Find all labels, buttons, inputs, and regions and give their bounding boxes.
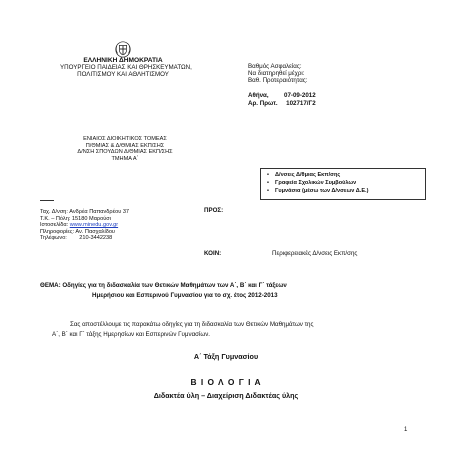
subject-label: ΘΕΜΑ: bbox=[40, 282, 61, 289]
class-heading: Α΄ Τάξη Γυμνασίου bbox=[193, 352, 259, 361]
protocol-line: Αρ. Πρωτ. 102717/Γ2 bbox=[248, 100, 316, 107]
address-line: Τ.Κ. – Πόλη: 15180 Μαρούσι bbox=[40, 215, 111, 222]
address-block bbox=[40, 209, 129, 242]
security-line: Βαθ. Προτεραιότητας: bbox=[248, 77, 308, 85]
department-line: ΤΜΗΜΑ Α΄ bbox=[111, 155, 139, 162]
distribution-item: • Γυμνάσια (μέσω των Δ/νσεων Δ.Ε.) bbox=[275, 187, 425, 195]
department-line: Δ/ΝΣΗ ΣΠΟΥΔΩΝ Δ/ΘΜΙΑΣ ΕΚΠ/ΣΗΣ bbox=[77, 149, 173, 156]
ministry-header bbox=[60, 57, 192, 79]
divider bbox=[40, 200, 54, 201]
body-line: Α΄, Β΄ και Γ΄ τάξης Ημερησίων και Εσπερινών Γυμνασίων. bbox=[52, 331, 211, 339]
subject-heading: Β Ι Ο Λ Ο Γ Ι Α bbox=[190, 377, 262, 387]
subject-block bbox=[40, 282, 287, 299]
website-label: Ιστοσελίδα: bbox=[40, 222, 70, 229]
distribution-list bbox=[261, 171, 425, 195]
security-line: Να διατηρηθεί μέχρι: bbox=[248, 70, 305, 78]
header-line: ΕΛΛΗΝΙΚΗ ΔΗΜΟΚΡΑΤΙΑ bbox=[83, 57, 163, 64]
subject-line-2: Ημερήσιου και Εσπερινού Γυμνασίου για το σχ. έτος 2012-2013 bbox=[92, 292, 278, 300]
distribution-item: • Δ/νσεις Δ/θμιας Εκπ/σης bbox=[275, 171, 425, 179]
subject-text: Οδηγίες για τη διδασκαλία των Θετικών Μαθημάτων των Α΄, Β΄ και Γ΄ τάξεων bbox=[62, 282, 287, 289]
header-line: ΥΠΟΥΡΓΕΙΟ ΠΑΙΔΕΙΑΣ ΚΑΙ ΘΡΗΣΚΕΥΜΑΤΩΝ, bbox=[60, 64, 192, 72]
security-block bbox=[248, 63, 307, 85]
security-line: Βαθμός Ασφαλείας: bbox=[248, 63, 302, 70]
department-block bbox=[66, 136, 184, 162]
address-line: Πληροφορίες: Αν. Πασχαλίδου bbox=[40, 228, 115, 235]
distribution-item: • Γραφεία Σχολικών Συμβούλων bbox=[275, 179, 425, 187]
department-line: Π/ΘΜΙΑΣ & Δ/ΘΜΙΑΣ ΕΚΠ/ΣΗΣ bbox=[85, 142, 165, 149]
koin-value: Περιφερειακές Δ/νσεις Εκπ/σης bbox=[272, 250, 358, 257]
department-line: ΕΝΙΑΙΟΣ ΔΙΟΙΚΗΤΙΚΟΣ ΤΟΜΕΑΣ bbox=[83, 136, 167, 142]
page-number: 1 bbox=[404, 427, 408, 433]
address-line bbox=[40, 222, 129, 229]
date-line: Αθήνα, 07-09-2012 bbox=[248, 92, 316, 99]
website-link[interactable]: www.minedu.gov.gr bbox=[69, 222, 119, 229]
subheading: Διδακτέα ύλη – Διαχείριση Διδακτέας ύλης bbox=[153, 391, 299, 400]
body-paragraph bbox=[52, 321, 313, 338]
header-line: ΠΟΛΙΤΙΣΜΟΥ ΚΑΙ ΑΘΛΗΤΙΣΜΟΥ bbox=[77, 71, 169, 79]
distribution-box bbox=[260, 168, 426, 200]
to-label: ΠΡΟΣ: bbox=[204, 207, 224, 214]
koin-label: ΚΟΙΝ: bbox=[204, 250, 222, 257]
address-line: Τηλέφωνο: 210-3442238 bbox=[40, 235, 113, 242]
body-line: Σας αποστέλλουμε τις παρακάτω οδηγίες για τη διδασκαλία των Θετικών Μαθημάτων της bbox=[70, 321, 314, 328]
subject-line bbox=[40, 282, 287, 289]
address-line: Ταχ. Δ/νση: Ανδρέα Παπανδρέου 37 bbox=[40, 209, 130, 215]
greek-coat-of-arms-icon bbox=[114, 40, 132, 58]
